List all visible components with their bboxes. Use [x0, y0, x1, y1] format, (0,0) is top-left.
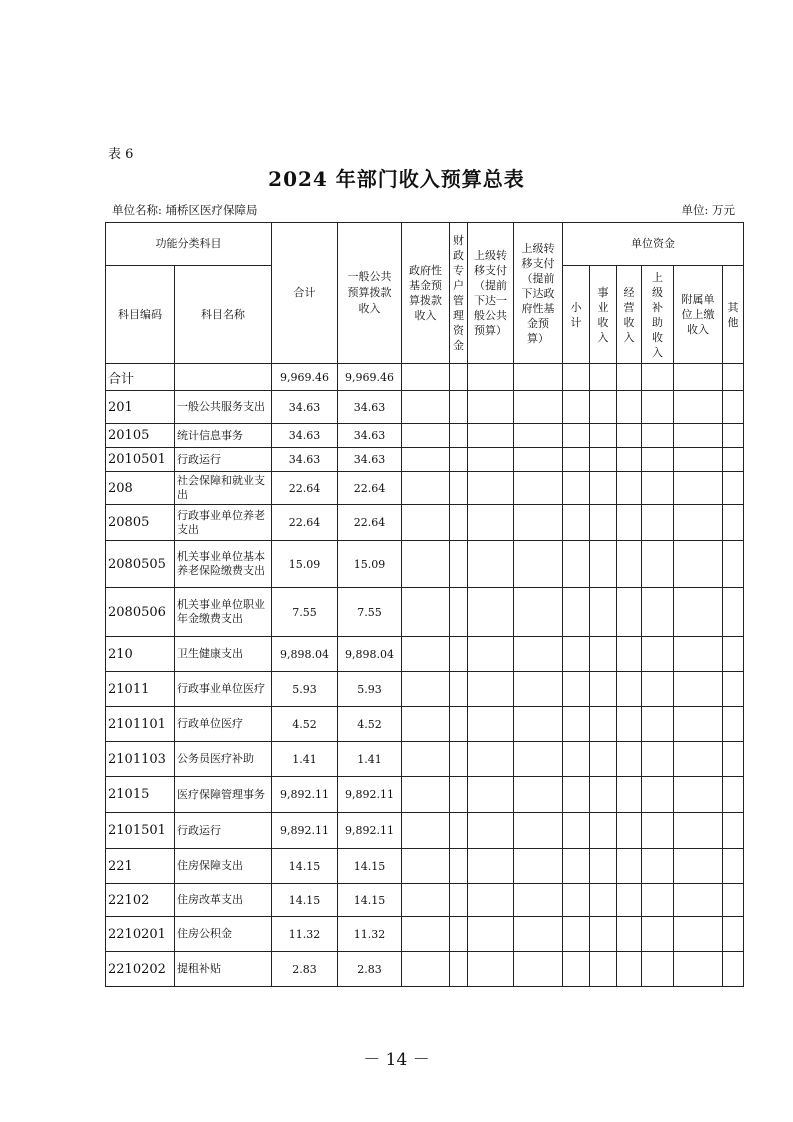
row-total: 1.41 — [272, 742, 338, 777]
empty-cell — [402, 917, 450, 952]
empty-cell — [468, 588, 514, 637]
table-row — [106, 505, 744, 541]
row-code: 221 — [106, 849, 175, 884]
empty-cell — [514, 391, 563, 424]
row-total: 9,898.04 — [272, 637, 338, 672]
table-row — [106, 391, 744, 424]
row-total: 15.09 — [272, 541, 338, 588]
empty-cell — [468, 777, 514, 813]
empty-cell — [617, 505, 642, 541]
empty-cell — [468, 448, 514, 472]
row-code: 2101101 — [106, 707, 175, 742]
empty-cell — [617, 588, 642, 637]
empty-cell — [450, 952, 468, 987]
empty-cell — [450, 849, 468, 884]
empty-cell — [590, 472, 617, 505]
empty-cell — [723, 952, 744, 987]
empty-cell — [723, 917, 744, 952]
empty-cell — [674, 672, 723, 707]
empty-cell — [514, 424, 563, 448]
empty-cell — [563, 742, 590, 777]
row-code: 2210202 — [106, 952, 175, 987]
row-name: 机关事业单位职业年金缴费支出 — [175, 588, 272, 637]
empty-cell — [514, 707, 563, 742]
row-general-budget: 14.15 — [338, 849, 402, 884]
empty-cell — [402, 952, 450, 987]
row-name: 行政事业单位医疗 — [175, 672, 272, 707]
empty-cell — [674, 424, 723, 448]
empty-cell — [468, 707, 514, 742]
currency-unit: 单位: 万元 — [681, 203, 735, 217]
header-code: 科目编码 — [106, 266, 175, 364]
empty-cell — [590, 884, 617, 917]
empty-cell — [723, 637, 744, 672]
empty-cell — [402, 364, 450, 391]
row-total: 5.93 — [272, 672, 338, 707]
empty-cell — [723, 541, 744, 588]
empty-cell — [674, 541, 723, 588]
empty-cell — [674, 707, 723, 742]
empty-cell — [642, 505, 674, 541]
table-row — [106, 813, 744, 849]
empty-cell — [590, 448, 617, 472]
empty-cell — [563, 391, 590, 424]
empty-cell — [590, 707, 617, 742]
empty-cell — [590, 742, 617, 777]
empty-cell — [563, 917, 590, 952]
header-operating-income: 经营收入 — [617, 266, 642, 364]
row-name: 行政运行 — [175, 448, 272, 472]
empty-cell — [642, 472, 674, 505]
row-total: 9,969.46 — [272, 364, 338, 391]
table-label: 表 6 — [108, 147, 134, 162]
table-row — [106, 637, 744, 672]
empty-cell — [468, 364, 514, 391]
empty-cell — [450, 391, 468, 424]
row-name: 行政运行 — [175, 813, 272, 849]
header-subtotal: 小计 — [563, 266, 590, 364]
empty-cell — [674, 637, 723, 672]
empty-cell — [642, 777, 674, 813]
empty-cell — [468, 813, 514, 849]
empty-cell — [617, 472, 642, 505]
empty-cell — [590, 505, 617, 541]
header-total: 合计 — [272, 223, 338, 364]
header-name: 科目名称 — [175, 266, 272, 364]
header-gov-fund: 政府性基金预算拨款收入 — [402, 223, 450, 364]
empty-cell — [617, 541, 642, 588]
empty-cell — [674, 917, 723, 952]
empty-cell — [617, 742, 642, 777]
empty-cell — [642, 672, 674, 707]
table-row — [106, 884, 744, 917]
row-total: 34.63 — [272, 448, 338, 472]
table-row — [106, 472, 744, 505]
row-general-budget: 5.93 — [338, 672, 402, 707]
empty-cell — [590, 952, 617, 987]
empty-cell — [723, 391, 744, 424]
table-row — [106, 672, 744, 707]
row-code: 2080505 — [106, 541, 175, 588]
empty-cell — [590, 637, 617, 672]
empty-cell — [674, 472, 723, 505]
table-row — [106, 917, 744, 952]
empty-cell — [590, 777, 617, 813]
table-row — [106, 424, 744, 448]
empty-cell — [514, 917, 563, 952]
row-total: 4.52 — [272, 707, 338, 742]
empty-cell — [468, 917, 514, 952]
row-general-budget: 7.55 — [338, 588, 402, 637]
empty-cell — [468, 424, 514, 448]
empty-cell — [514, 742, 563, 777]
empty-cell — [450, 813, 468, 849]
empty-cell — [674, 813, 723, 849]
empty-cell — [617, 777, 642, 813]
empty-cell — [723, 742, 744, 777]
row-general-budget: 34.63 — [338, 424, 402, 448]
empty-cell — [514, 364, 563, 391]
empty-cell — [402, 742, 450, 777]
row-name: 一般公共服务支出 — [175, 391, 272, 424]
empty-cell — [723, 849, 744, 884]
empty-cell — [468, 884, 514, 917]
row-general-budget: 2.83 — [338, 952, 402, 987]
row-general-budget: 34.63 — [338, 448, 402, 472]
empty-cell — [674, 884, 723, 917]
empty-cell — [642, 637, 674, 672]
empty-cell — [402, 448, 450, 472]
empty-cell — [590, 391, 617, 424]
empty-cell — [450, 884, 468, 917]
empty-cell — [468, 952, 514, 987]
empty-cell — [642, 448, 674, 472]
empty-cell — [590, 849, 617, 884]
empty-cell — [402, 813, 450, 849]
empty-cell — [723, 672, 744, 707]
budget-table — [105, 222, 744, 987]
empty-cell — [450, 707, 468, 742]
table-row — [106, 849, 744, 884]
empty-cell — [450, 448, 468, 472]
empty-cell — [617, 391, 642, 424]
empty-cell — [674, 742, 723, 777]
empty-cell — [590, 813, 617, 849]
empty-cell — [723, 777, 744, 813]
page-number: － 14 － — [363, 1050, 430, 1070]
empty-cell — [514, 672, 563, 707]
empty-cell — [590, 917, 617, 952]
empty-cell — [563, 672, 590, 707]
empty-cell — [723, 505, 744, 541]
empty-cell — [514, 505, 563, 541]
empty-cell — [563, 707, 590, 742]
empty-cell — [402, 707, 450, 742]
empty-cell — [402, 588, 450, 637]
empty-cell — [642, 588, 674, 637]
empty-cell — [642, 884, 674, 917]
empty-cell — [563, 588, 590, 637]
page-title: 2024 年部门收入预算总表 — [268, 167, 525, 191]
empty-cell — [563, 505, 590, 541]
header-transfer-general: 上级转移支付（提前下达一般公共预算） — [468, 223, 514, 364]
row-code: 208 — [106, 472, 175, 505]
row-general-budget: 34.63 — [338, 391, 402, 424]
empty-cell — [674, 505, 723, 541]
row-general-budget: 9,898.04 — [338, 637, 402, 672]
empty-cell — [590, 541, 617, 588]
empty-cell — [674, 448, 723, 472]
row-code: 合计 — [106, 364, 175, 391]
empty-cell — [590, 672, 617, 707]
table-row — [106, 777, 744, 813]
empty-cell — [514, 813, 563, 849]
empty-cell — [723, 707, 744, 742]
empty-cell — [514, 884, 563, 917]
table-row — [106, 588, 744, 637]
empty-cell — [642, 849, 674, 884]
empty-cell — [590, 424, 617, 448]
empty-cell — [723, 813, 744, 849]
empty-cell — [514, 541, 563, 588]
row-total: 22.64 — [272, 505, 338, 541]
empty-cell — [674, 588, 723, 637]
empty-cell — [450, 742, 468, 777]
empty-cell — [468, 849, 514, 884]
row-code: 2210201 — [106, 917, 175, 952]
header-unit-funds: 单位资金 — [563, 223, 744, 266]
row-name: 公务员医疗补助 — [175, 742, 272, 777]
empty-cell — [617, 424, 642, 448]
empty-cell — [723, 588, 744, 637]
empty-cell — [563, 952, 590, 987]
empty-cell — [468, 637, 514, 672]
empty-cell — [450, 588, 468, 637]
empty-cell — [617, 813, 642, 849]
empty-cell — [563, 364, 590, 391]
empty-cell — [402, 777, 450, 813]
row-total: 9,892.11 — [272, 813, 338, 849]
unit-name: 单位名称: 埇桥区医疗保障局 — [112, 203, 258, 217]
empty-cell — [642, 742, 674, 777]
row-code: 201 — [106, 391, 175, 424]
header-business-income: 事业收入 — [590, 266, 617, 364]
empty-cell — [563, 541, 590, 588]
row-name: 住房保障支出 — [175, 849, 272, 884]
row-total: 22.64 — [272, 472, 338, 505]
empty-cell — [674, 849, 723, 884]
empty-cell — [468, 541, 514, 588]
empty-cell — [642, 541, 674, 588]
empty-cell — [617, 672, 642, 707]
row-code: 2010501 — [106, 448, 175, 472]
empty-cell — [514, 637, 563, 672]
row-code: 21011 — [106, 672, 175, 707]
row-total: 14.15 — [272, 849, 338, 884]
empty-cell — [402, 849, 450, 884]
row-general-budget: 22.64 — [338, 505, 402, 541]
row-name: 机关事业单位基本养老保险缴费支出 — [175, 541, 272, 588]
empty-cell — [450, 364, 468, 391]
empty-cell — [563, 448, 590, 472]
empty-cell — [514, 777, 563, 813]
empty-cell — [617, 637, 642, 672]
table-body — [106, 364, 744, 987]
empty-cell — [450, 637, 468, 672]
header-fiscal-special: 财政专户管理资金 — [450, 223, 468, 364]
empty-cell — [514, 448, 563, 472]
row-code: 210 — [106, 637, 175, 672]
empty-cell — [402, 472, 450, 505]
empty-cell — [617, 849, 642, 884]
empty-cell — [402, 637, 450, 672]
empty-cell — [563, 813, 590, 849]
empty-cell — [563, 777, 590, 813]
empty-cell — [468, 742, 514, 777]
empty-cell — [674, 391, 723, 424]
empty-cell — [402, 541, 450, 588]
empty-cell — [617, 952, 642, 987]
empty-cell — [563, 637, 590, 672]
empty-cell — [402, 391, 450, 424]
empty-cell — [563, 849, 590, 884]
empty-cell — [468, 672, 514, 707]
row-name: 提租补贴 — [175, 952, 272, 987]
empty-cell — [674, 777, 723, 813]
empty-cell — [468, 391, 514, 424]
empty-cell — [642, 917, 674, 952]
row-general-budget: 9,892.11 — [338, 813, 402, 849]
table-row — [106, 541, 744, 588]
empty-cell — [514, 952, 563, 987]
row-name: 行政事业单位养老支出 — [175, 505, 272, 541]
empty-cell — [642, 707, 674, 742]
row-total: 34.63 — [272, 391, 338, 424]
header-affiliated-income: 附属单位上缴收入 — [674, 266, 723, 364]
row-code: 20105 — [106, 424, 175, 448]
table-row — [106, 364, 744, 391]
row-total: 7.55 — [272, 588, 338, 637]
row-general-budget: 4.52 — [338, 707, 402, 742]
row-name: 住房改革支出 — [175, 884, 272, 917]
empty-cell — [617, 364, 642, 391]
empty-cell — [617, 884, 642, 917]
table-row — [106, 952, 744, 987]
empty-cell — [402, 505, 450, 541]
row-code: 20805 — [106, 505, 175, 541]
empty-cell — [723, 424, 744, 448]
empty-cell — [642, 391, 674, 424]
empty-cell — [723, 364, 744, 391]
row-name: 统计信息事务 — [175, 424, 272, 448]
empty-cell — [402, 672, 450, 707]
header-general-budget: 一般公共预算拨款收入 — [338, 223, 402, 364]
empty-cell — [674, 952, 723, 987]
row-name: 住房公积金 — [175, 917, 272, 952]
empty-cell — [450, 424, 468, 448]
table-row — [106, 707, 744, 742]
row-general-budget: 14.15 — [338, 884, 402, 917]
empty-cell — [563, 884, 590, 917]
empty-cell — [450, 777, 468, 813]
empty-cell — [642, 364, 674, 391]
row-general-budget: 11.32 — [338, 917, 402, 952]
table-row — [106, 448, 744, 472]
empty-cell — [450, 541, 468, 588]
empty-cell — [402, 424, 450, 448]
row-code: 21015 — [106, 777, 175, 813]
row-total: 14.15 — [272, 884, 338, 917]
empty-cell — [468, 505, 514, 541]
header-other: 其他 — [723, 266, 744, 364]
empty-cell — [617, 917, 642, 952]
empty-cell — [590, 364, 617, 391]
row-total: 2.83 — [272, 952, 338, 987]
row-total: 9,892.11 — [272, 777, 338, 813]
row-code: 22102 — [106, 884, 175, 917]
row-general-budget: 1.41 — [338, 742, 402, 777]
empty-cell — [642, 424, 674, 448]
row-name: 行政单位医疗 — [175, 707, 272, 742]
empty-cell — [642, 813, 674, 849]
header-func-category: 功能分类科目 — [106, 223, 272, 266]
row-name — [175, 364, 272, 391]
empty-cell — [723, 448, 744, 472]
row-code: 2101103 — [106, 742, 175, 777]
empty-cell — [450, 472, 468, 505]
empty-cell — [642, 952, 674, 987]
empty-cell — [450, 672, 468, 707]
empty-cell — [450, 917, 468, 952]
row-name: 卫生健康支出 — [175, 637, 272, 672]
row-total: 34.63 — [272, 424, 338, 448]
empty-cell — [590, 588, 617, 637]
empty-cell — [514, 849, 563, 884]
row-general-budget: 9,969.46 — [338, 364, 402, 391]
row-name: 医疗保障管理事务 — [175, 777, 272, 813]
empty-cell — [617, 707, 642, 742]
empty-cell — [563, 472, 590, 505]
empty-cell — [563, 424, 590, 448]
row-general-budget: 15.09 — [338, 541, 402, 588]
empty-cell — [402, 884, 450, 917]
row-code: 2080506 — [106, 588, 175, 637]
header-transfer-fund: 上级转移支付（提前下达政府性基金预算） — [514, 223, 563, 364]
row-name: 社会保障和就业支出 — [175, 472, 272, 505]
row-general-budget: 22.64 — [338, 472, 402, 505]
empty-cell — [723, 884, 744, 917]
row-code: 2101501 — [106, 813, 175, 849]
empty-cell — [617, 448, 642, 472]
row-general-budget: 9,892.11 — [338, 777, 402, 813]
empty-cell — [514, 472, 563, 505]
table-row — [106, 742, 744, 777]
empty-cell — [468, 472, 514, 505]
empty-cell — [674, 364, 723, 391]
empty-cell — [450, 505, 468, 541]
empty-cell — [514, 588, 563, 637]
header-superior-subsidy: 上级补助收入 — [642, 266, 674, 364]
row-total: 11.32 — [272, 917, 338, 952]
empty-cell — [723, 472, 744, 505]
